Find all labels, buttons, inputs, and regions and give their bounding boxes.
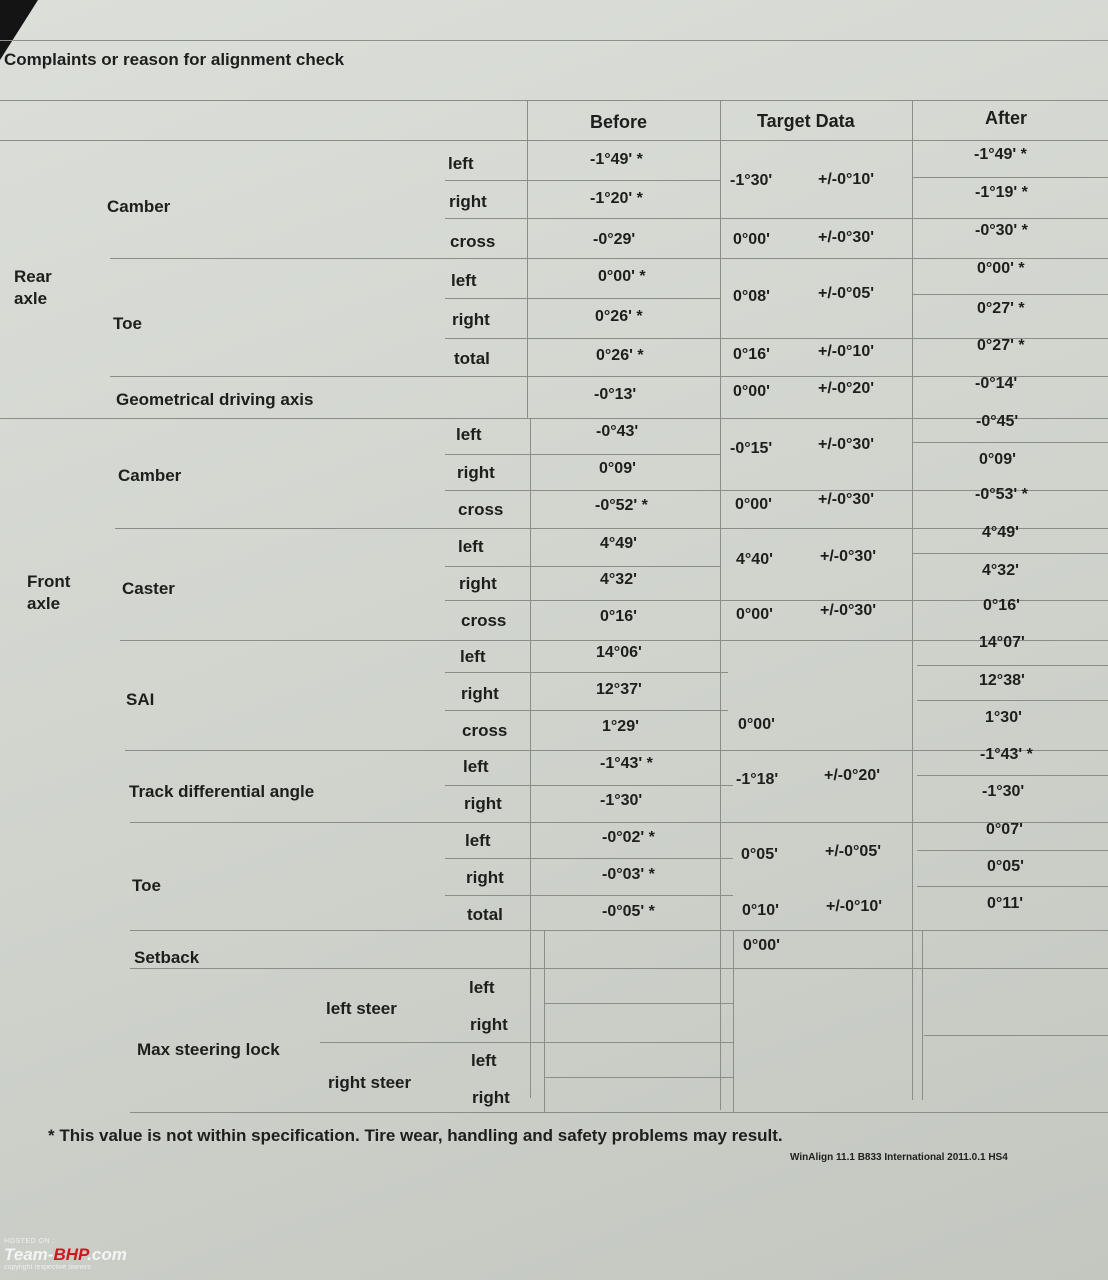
- sai-cross-target-value: 0°00': [738, 716, 775, 733]
- caster-left-before: 4°49': [600, 535, 637, 552]
- sai-left-side: left: [460, 647, 486, 666]
- caster-cross-target-tolerance: +/-0°30': [820, 602, 877, 619]
- front-camber-cross-side: cross: [458, 500, 504, 519]
- rear-camber-right-side: right: [449, 192, 487, 211]
- rear-toe-label: Toe: [113, 314, 142, 333]
- sai-cross-before: 1°29': [602, 718, 639, 735]
- rear-toe-right-side: right: [452, 310, 490, 329]
- team-bhp-logo: Team-BHP.com: [4, 1245, 127, 1264]
- front-camber-target-tolerance: +/-0°30': [818, 436, 875, 453]
- rear-toe-total-side: total: [454, 349, 490, 368]
- column-header-target: Target Data: [757, 111, 855, 131]
- rear-toe-left-after: 0°00' *: [977, 260, 1025, 277]
- front-camber-cross-target-tolerance: +/-0°30': [818, 491, 875, 508]
- rear-toe-total-target-tolerance: +/-0°10': [818, 343, 875, 360]
- rear-camber-cross-target-tolerance: +/-0°30': [818, 229, 875, 246]
- front-toe-total-after: 0°11': [987, 895, 1024, 912]
- front-camber-cross-before: -0°52' *: [595, 497, 648, 514]
- front-camber-right-after: 0°09': [979, 451, 1016, 468]
- track-differential-target-tolerance: +/-0°20': [824, 767, 881, 784]
- rear-toe-target-tolerance: +/-0°05': [818, 285, 875, 302]
- rear-camber-cross-after: -0°30' *: [975, 222, 1028, 239]
- geometrical-driving-axis-target-tolerance: +/-0°20': [818, 380, 875, 397]
- caster-right-after: 4°32': [982, 562, 1019, 579]
- front-camber-left-before: -0°43': [596, 423, 639, 440]
- front-camber-right-before: 0°09': [599, 460, 636, 477]
- rear-camber-left-before: -1°49' *: [590, 151, 643, 168]
- geometrical-driving-axis-after: -0°14': [975, 375, 1018, 392]
- caster-target-tolerance: +/-0°30': [820, 548, 877, 565]
- rear-camber-target-value: -1°30': [730, 172, 773, 189]
- track-differential-right-before: -1°30': [600, 792, 643, 809]
- rear-toe-total-before: 0°26' *: [596, 347, 644, 364]
- rear-toe-right-before: 0°26' *: [595, 308, 643, 325]
- front-toe-total-target-value: 0°10': [742, 902, 779, 919]
- rear-camber-left-after: -1°49' *: [974, 146, 1027, 163]
- front-camber-label: Camber: [118, 466, 182, 485]
- team-bhp-watermark: [4, 1238, 194, 1271]
- rear-toe-target-value: 0°08': [733, 288, 770, 305]
- front-toe-target-value: 0°05': [741, 846, 778, 863]
- rear-camber-cross-before: -0°29': [593, 231, 636, 248]
- column-header-after: After: [985, 108, 1028, 128]
- front-camber-left-after: -0°45': [976, 413, 1019, 430]
- left-steer-label: left steer: [326, 999, 397, 1018]
- geometrical-driving-axis-before: -0°13': [594, 386, 637, 403]
- caster-target-value: 4°40': [736, 551, 773, 568]
- front-toe-left-before: -0°02' *: [602, 829, 655, 846]
- sai-label: SAI: [126, 690, 155, 709]
- front-toe-total-target-tolerance: +/-0°10': [826, 898, 883, 915]
- column-header-before: Before: [590, 112, 648, 132]
- rear-camber-left-side: left: [448, 154, 474, 173]
- geometrical-driving-axis-target-value: 0°00': [733, 383, 770, 400]
- caster-label: Caster: [122, 579, 175, 598]
- front-camber-target-value: -0°15': [730, 440, 773, 457]
- rear-camber-right-before: -1°20' *: [590, 190, 643, 207]
- sai-right-side: right: [461, 684, 499, 703]
- geometrical-driving-axis-label: Geometrical driving axis: [116, 390, 314, 409]
- sai-cross-side: cross: [462, 721, 508, 740]
- caster-cross-before: 0°16': [600, 608, 637, 625]
- caster-left-side: left: [458, 537, 484, 556]
- caster-right-before: 4°32': [600, 571, 637, 588]
- track-differential-left-before: -1°43' *: [600, 755, 653, 772]
- caster-cross-target-value: 0°00': [736, 606, 773, 623]
- rear-camber-right-after: -1°19' *: [975, 184, 1028, 201]
- rear-toe-right-after: 0°27' *: [977, 300, 1025, 317]
- rear-toe-total-after: 0°27' *: [977, 337, 1025, 354]
- rear-toe-left-before: 0°00' *: [598, 268, 646, 285]
- specification-footnote: * This value is not within specification. Tire wear, handling and safety problems may result.: [48, 1126, 783, 1145]
- front-toe-label: Toe: [132, 876, 161, 895]
- sai-cross-after: 1°30': [985, 709, 1022, 726]
- track-differential-left-after: -1°43' *: [980, 746, 1033, 763]
- track-differential-right-side: right: [464, 794, 502, 813]
- front-camber-cross-target-value: 0°00': [735, 496, 772, 513]
- rear-camber-label: Camber: [107, 197, 171, 216]
- caster-left-after: 4°49': [982, 524, 1019, 541]
- front-toe-right-before: -0°03' *: [602, 866, 655, 883]
- front-toe-right-after: 0°05': [987, 858, 1024, 875]
- front-toe-left-after: 0°07': [986, 821, 1023, 838]
- rear-axle-label: Rear axle: [14, 267, 52, 308]
- setback-label: Setback: [134, 948, 200, 967]
- left-steer-left-side: left: [469, 978, 495, 997]
- front-toe-left-side: left: [465, 831, 491, 850]
- left-steer-right-side: right: [470, 1015, 508, 1034]
- track-differential-target-value: -1°18': [736, 771, 779, 788]
- rear-camber-cross-side: cross: [450, 232, 496, 251]
- max-steering-lock-label: Max steering lock: [137, 1040, 280, 1059]
- software-version: WinAlign 11.1 B833 International 2011.0.1 HS4: [790, 1152, 1008, 1163]
- rear-camber-target-tolerance: +/-0°10': [818, 171, 875, 188]
- front-camber-left-side: left: [456, 425, 482, 444]
- caster-right-side: right: [459, 574, 497, 593]
- watermark-copyright: copyright respective owners: [4, 1264, 91, 1271]
- sai-right-after: 12°38': [979, 672, 1025, 689]
- right-steer-label: right steer: [328, 1073, 412, 1092]
- track-differential-angle-label: Track differential angle: [129, 782, 315, 801]
- rear-camber-cross-target-value: 0°00': [733, 231, 770, 248]
- caster-cross-side: cross: [461, 611, 507, 630]
- track-differential-left-side: left: [463, 757, 489, 776]
- rear-toe-left-side: left: [451, 271, 477, 290]
- front-axle-label: Front axle: [27, 572, 71, 613]
- right-steer-right-side: right: [472, 1088, 510, 1107]
- front-toe-right-side: right: [466, 868, 504, 887]
- right-steer-left-side: left: [471, 1051, 497, 1070]
- top-rule: [0, 40, 1108, 41]
- sai-left-before: 14°06': [596, 644, 642, 661]
- front-toe-total-side: total: [467, 905, 503, 924]
- rear-toe-total-target-value: 0°16': [733, 346, 770, 363]
- track-differential-right-after: -1°30': [982, 783, 1025, 800]
- complaints-label: Complaints or reason for alignment check: [4, 50, 345, 69]
- watermark-hosted-label: HOSTED ON :: [4, 1238, 56, 1245]
- front-toe-total-before: -0°05' *: [602, 903, 655, 920]
- sai-right-before: 12°37': [596, 681, 642, 698]
- front-toe-target-tolerance: +/-0°05': [825, 843, 882, 860]
- front-camber-right-side: right: [457, 463, 495, 482]
- sai-left-after: 14°07': [979, 634, 1025, 651]
- front-camber-cross-after: -0°53' *: [975, 486, 1028, 503]
- setback-target-value: 0°00': [743, 937, 780, 954]
- caster-cross-after: 0°16': [983, 597, 1020, 614]
